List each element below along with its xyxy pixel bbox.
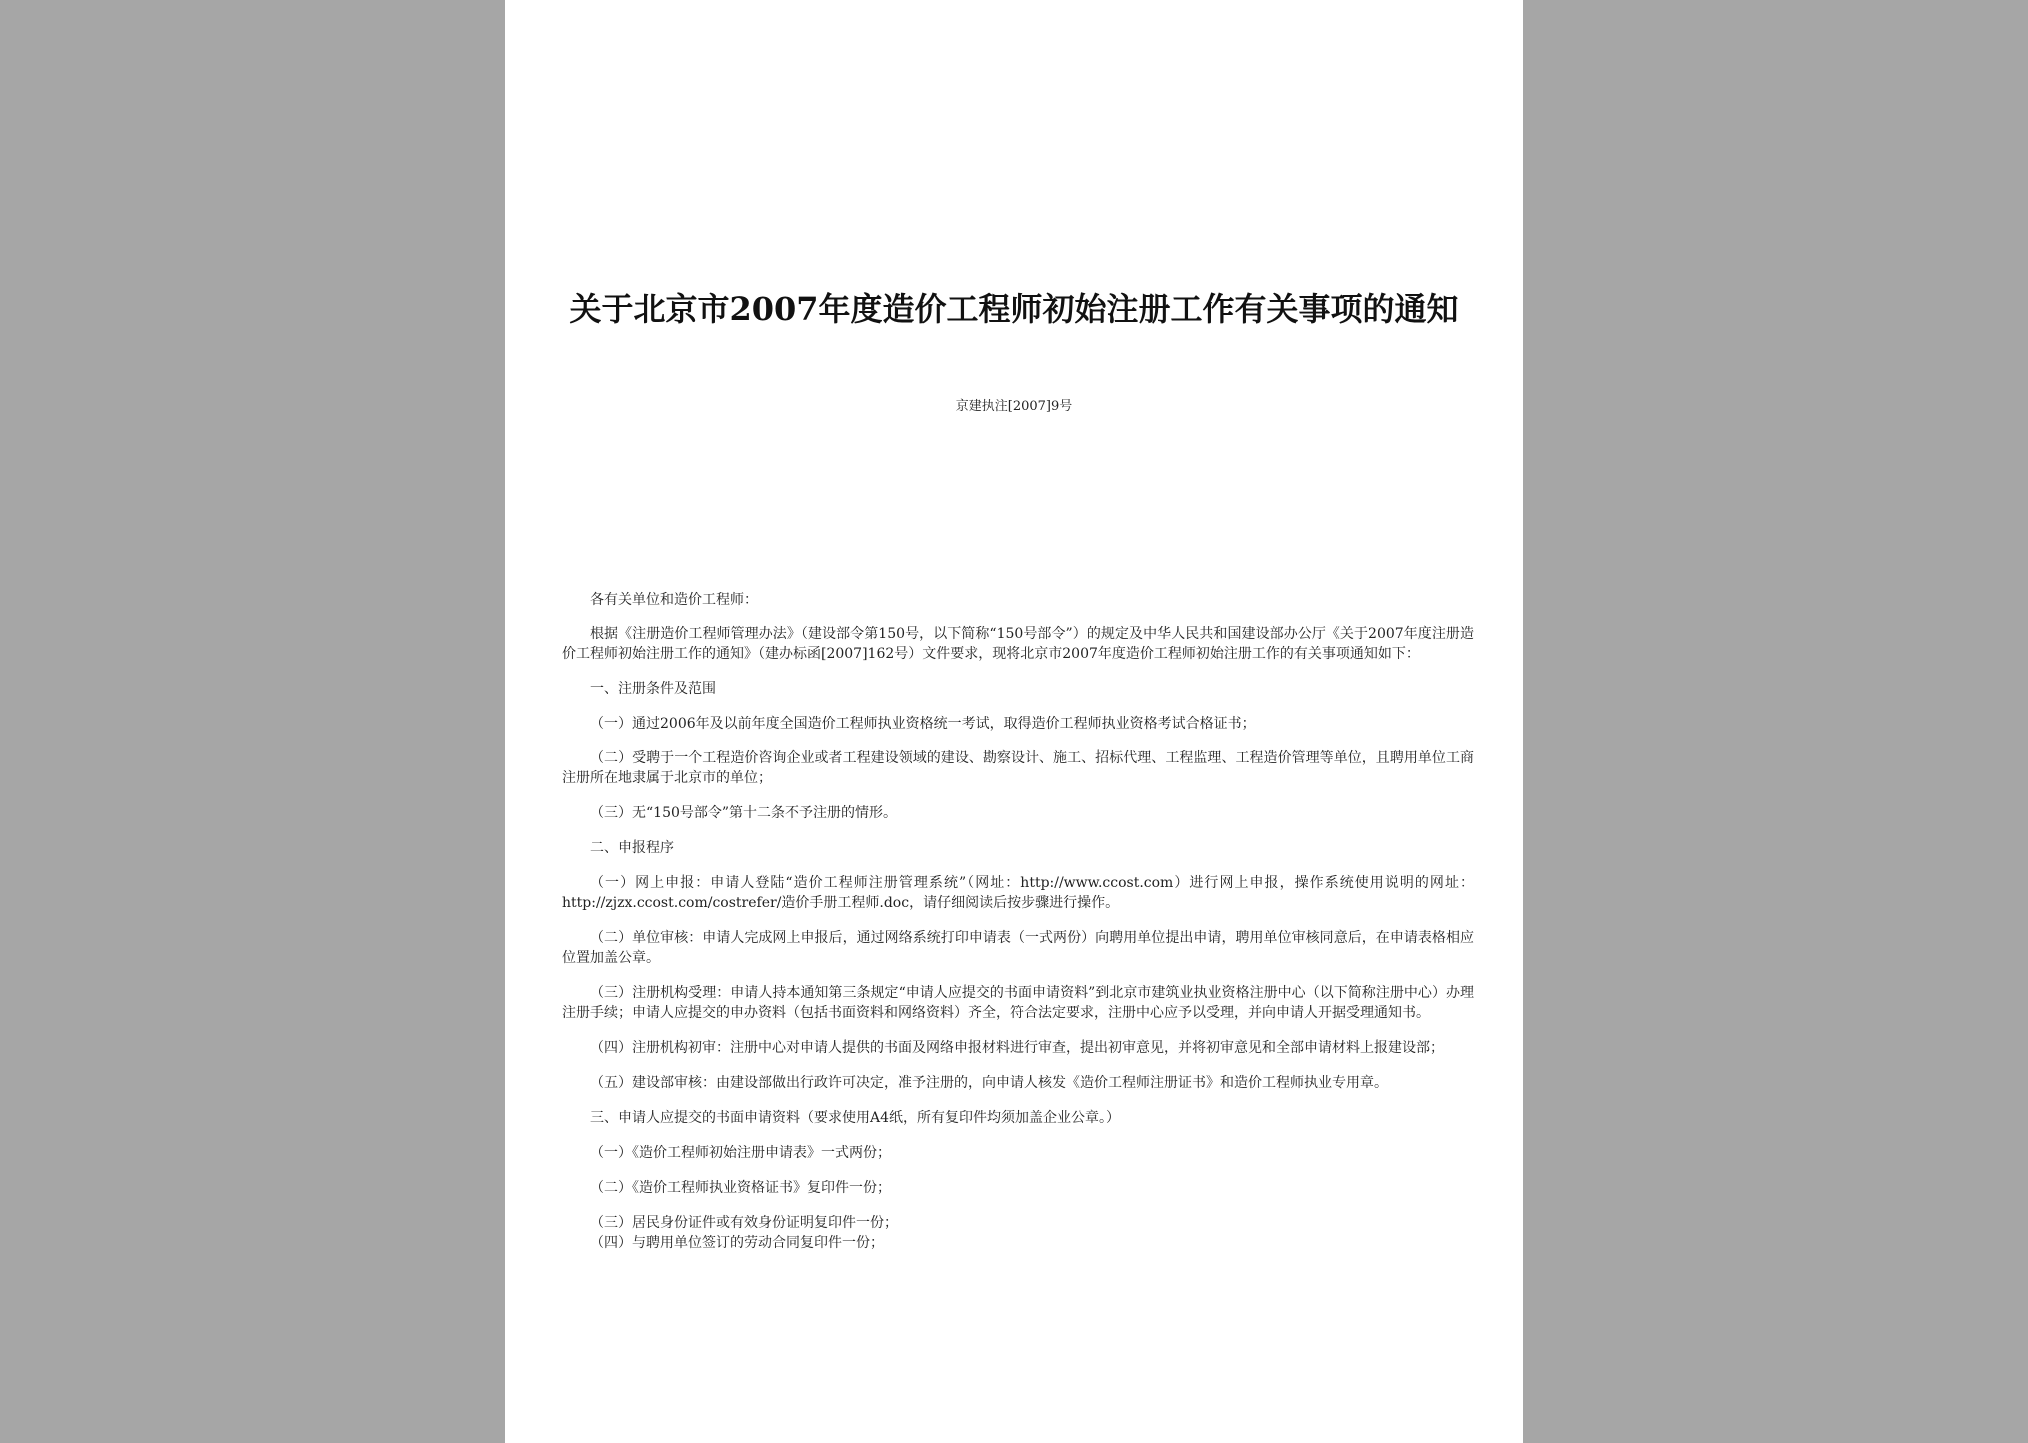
paragraph: （四）注册机构初审：注册中心对申请人提供的书面及网络申报材料进行审查，提出初审意见，并将初审意见和全部申请材料上报建设部； xyxy=(590,1040,1444,1056)
document-number: 京建执注[2007]9号 xyxy=(955,399,1073,414)
paragraph: （一）通过2006年及以前年度全国造价工程师执业资格统一考试，取得造价工程师执业资格考试合格证书； xyxy=(590,716,1256,732)
paragraph: （三）居民身份证件或有效身份证明复印件一份； xyxy=(590,1215,898,1231)
document-title: 关于北京市2007年度造价工程师初始注册工作有关事项的通知 xyxy=(569,290,1459,328)
paragraph: 各有关单位和造价工程师： xyxy=(590,592,758,608)
document-page xyxy=(505,0,1523,1443)
document-body xyxy=(562,590,1474,1253)
paragraph: （二）受聘于一个工程造价咨询企业或者工程建设领域的建设、勘察设计、施工、招标代理、工程监理、工程造价管理等单位，且聘用单位工商注册所在地隶属于北京市的单位； xyxy=(562,750,1474,786)
paragraph: 三、申请人应提交的书面申请资料（要求使用A4纸，所有复印件均须加盖企业公章。） xyxy=(590,1110,1121,1126)
paragraph: 二、申报程序 xyxy=(590,840,674,856)
paragraph: 根据《注册造价工程师管理办法》（建设部令第150号，以下简称“150号部令”）的规定及中华人民共和国建设部办公厅《关于2007年度注册造价工程师初始注册工作的通知》（建办标函[2007]162号）文件要求，现将北京市2007年度造价工程师初始注册工作的有关事项通知如下： xyxy=(562,626,1474,662)
paragraph: （一）网上申报：申请人登陆“造价工程师注册管理系统”（网址：http://www.ccost.com）进行网上申报，操作系统使用说明的网址：http://zjzx.ccost.com/costrefer/造价手册工程师.doc，请仔细阅读后按步骤进行操作。 xyxy=(562,875,1474,911)
paragraph: （二）单位审核：申请人完成网上申报后，通过网络系统打印申请表（一式两份）向聘用单位提出申请，聘用单位审核同意后，在申请表格相应位置加盖公章。 xyxy=(562,930,1474,966)
paragraph: （五）建设部审核：由建设部做出行政许可决定，准予注册的，向申请人核发《造价工程师注册证书》和造价工程师执业专用章。 xyxy=(590,1075,1388,1091)
paragraph: 一、注册条件及范围 xyxy=(590,681,716,697)
paragraph: （二）《造价工程师执业资格证书》复印件一份； xyxy=(590,1180,891,1196)
paragraph: （三）注册机构受理：申请人持本通知第三条规定“申请人应提交的书面申请资料”到北京市建筑业执业资格注册中心（以下简称注册中心）办理注册手续；申请人应提交的申办资料（包括书面资料和网络资料）齐全，符合法定要求，注册中心应予以受理，并向申请人开据受理通知书。 xyxy=(562,985,1474,1021)
paragraph: （三）无“150号部令”第十二条不予注册的情形。 xyxy=(590,805,898,821)
paragraph: （一）《造价工程师初始注册申请表》一式两份； xyxy=(590,1145,891,1161)
paragraph: （四）与聘用单位签订的劳动合同复印件一份； xyxy=(590,1235,884,1251)
